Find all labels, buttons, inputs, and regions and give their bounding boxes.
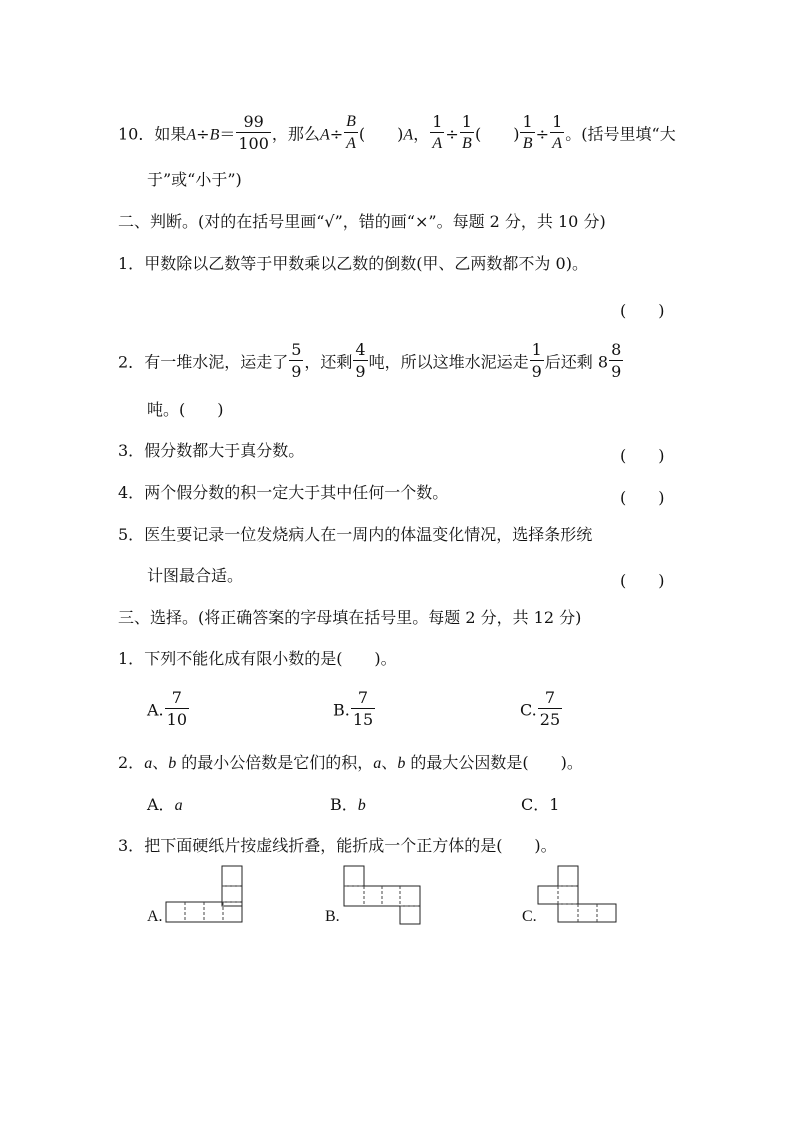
fraction-1-9: $\frac{1}{9}$ xyxy=(531,340,542,381)
q10-line2: 于”或“小于”) xyxy=(147,170,242,189)
answer-paren[interactable]: ( ) xyxy=(620,488,665,507)
fraction-b-over-a: $\frac{B}{A}$ xyxy=(346,113,356,152)
separator: 、 xyxy=(381,753,398,772)
item-number: 1． xyxy=(118,254,145,273)
answer-paren[interactable]: ( ) xyxy=(620,571,665,590)
judge-item-3 xyxy=(118,443,304,459)
choice-2-option-b[interactable] xyxy=(330,797,366,814)
var-a: a xyxy=(144,755,153,772)
fraction-1-over-a: $\frac{1}{A}$ xyxy=(552,112,563,152)
item-number: 3． xyxy=(118,441,145,460)
separator: 、 xyxy=(152,753,169,772)
cube-net-a[interactable] xyxy=(160,860,250,930)
var-a: A xyxy=(319,126,330,144)
choice-1-option-c[interactable] xyxy=(520,688,563,730)
option-label: B. xyxy=(333,700,350,720)
judge-item-5 xyxy=(118,527,592,543)
judge-item-2 xyxy=(118,340,624,382)
fraction-99-100: $\frac{99}{100}$ xyxy=(238,112,269,153)
item-text: 下列不能化成有限小数的是( )。 xyxy=(144,649,397,668)
choice-2-option-c[interactable] xyxy=(521,797,559,813)
fraction-8-9: $\frac{8}{9}$ xyxy=(611,340,622,381)
item-text: 吨，所以这堆水泥运走 xyxy=(368,352,529,372)
choice-3-option-a-label[interactable]: A. xyxy=(147,908,163,925)
choice-item-1 xyxy=(118,651,397,667)
judge-item-5-line2: 计图最合适。 xyxy=(147,566,244,585)
item-number: 4． xyxy=(118,483,145,502)
choice-3-option-c-label[interactable]: C. xyxy=(522,908,537,925)
choice-2-option-a[interactable] xyxy=(147,797,183,814)
section-3-title: 三、选择。(将正确答案的字母填在括号里。每题 2 分，共 12 分) xyxy=(118,608,582,627)
choice-1-option-a[interactable] xyxy=(147,688,190,730)
option-label: C． xyxy=(521,795,550,814)
cube-net-b[interactable] xyxy=(340,860,430,930)
choice-item-3 xyxy=(118,838,557,854)
item-text: 的最小公倍数是它们的积， xyxy=(176,753,374,772)
judge-item-2-line2: 吨。( ) xyxy=(147,400,224,419)
choice-item-2 xyxy=(118,755,583,772)
div-sign: ÷ xyxy=(329,124,344,144)
fraction-1-over-b: $\frac{1}{B}$ xyxy=(461,112,472,152)
cube-net-c[interactable] xyxy=(534,860,624,930)
option-fraction: $\frac{7}{10}$ xyxy=(166,688,187,729)
var-a: A xyxy=(186,126,197,144)
item-text: 把下面硬纸片按虚线折叠，能折成一个正方体的是( )。 xyxy=(144,836,557,855)
option-fraction: $\frac{7}{25}$ xyxy=(539,688,561,729)
var-a: A xyxy=(403,126,414,144)
q10-instruction: 。(括号里填“大 xyxy=(565,124,676,144)
answer-blank[interactable]: ( ) xyxy=(358,124,404,144)
comma: ， xyxy=(413,124,430,144)
equals-sign: ＝ xyxy=(219,124,236,144)
option-value: b xyxy=(357,797,366,814)
var-b: b xyxy=(168,755,177,772)
var-b: b xyxy=(397,755,406,772)
answer-paren[interactable]: ( ) xyxy=(620,446,665,465)
fraction-5-9: $\frac{5}{9}$ xyxy=(291,340,302,381)
fraction-1-over-a: $\frac{1}{A}$ xyxy=(432,112,443,152)
item-number: 3． xyxy=(118,836,145,855)
item-number: 5． xyxy=(118,525,145,544)
q10-number: 10． xyxy=(118,124,155,144)
q10-text-then: ，那么 xyxy=(271,124,320,144)
var-a: a xyxy=(373,755,382,772)
q10-text-if: 如果 xyxy=(154,124,187,144)
item-text: 后还剩 8 xyxy=(544,352,609,372)
item-text: 有一堆水泥，运走了 xyxy=(144,352,289,372)
option-fraction: $\frac{7}{15}$ xyxy=(352,688,374,729)
var-b: B xyxy=(209,126,220,144)
item-text: 假分数都大于真分数。 xyxy=(144,441,305,460)
item-number: 1． xyxy=(118,649,145,668)
judge-item-1 xyxy=(118,256,588,272)
choice-1-option-b[interactable] xyxy=(333,688,376,730)
option-label: A． xyxy=(147,795,175,814)
judge-item-4 xyxy=(118,485,448,501)
div-sign: ÷ xyxy=(196,124,210,144)
choice-3-option-b-label[interactable]: B. xyxy=(325,908,340,925)
item-text: 医生要记录一位发烧病人在一周内的体温变化情况，选择条形统 xyxy=(144,525,593,544)
div-sign: ÷ xyxy=(535,124,550,144)
option-value: 1 xyxy=(549,795,560,814)
item-text: 甲数除以乙数等于甲数乘以乙数的倒数(甲、乙两数都不为 0)。 xyxy=(144,254,588,273)
answer-paren[interactable]: ( ) xyxy=(620,301,665,320)
item-text: 的最大公因数是( )。 xyxy=(405,753,583,772)
option-label: A. xyxy=(147,700,164,720)
fraction-1-over-b: $\frac{1}{B}$ xyxy=(522,112,533,152)
answer-blank[interactable]: ( ) xyxy=(474,124,520,144)
option-label: C. xyxy=(520,700,537,720)
item-text: ，还剩 xyxy=(304,352,353,372)
option-label: B． xyxy=(330,795,358,814)
item-number: 2． xyxy=(118,753,145,772)
option-value: a xyxy=(174,797,183,814)
item-text: 两个假分数的积一定大于其中任何一个数。 xyxy=(144,483,449,502)
item-number: 2． xyxy=(118,352,145,372)
q10-line1 xyxy=(118,112,676,154)
div-sign: ÷ xyxy=(445,124,459,144)
fraction-4-9: $\frac{4}{9}$ xyxy=(355,340,366,381)
section-2-title: 二、判断。(对的在括号里画“√”，错的画“×”。每题 2 分，共 10 分) xyxy=(118,212,606,231)
